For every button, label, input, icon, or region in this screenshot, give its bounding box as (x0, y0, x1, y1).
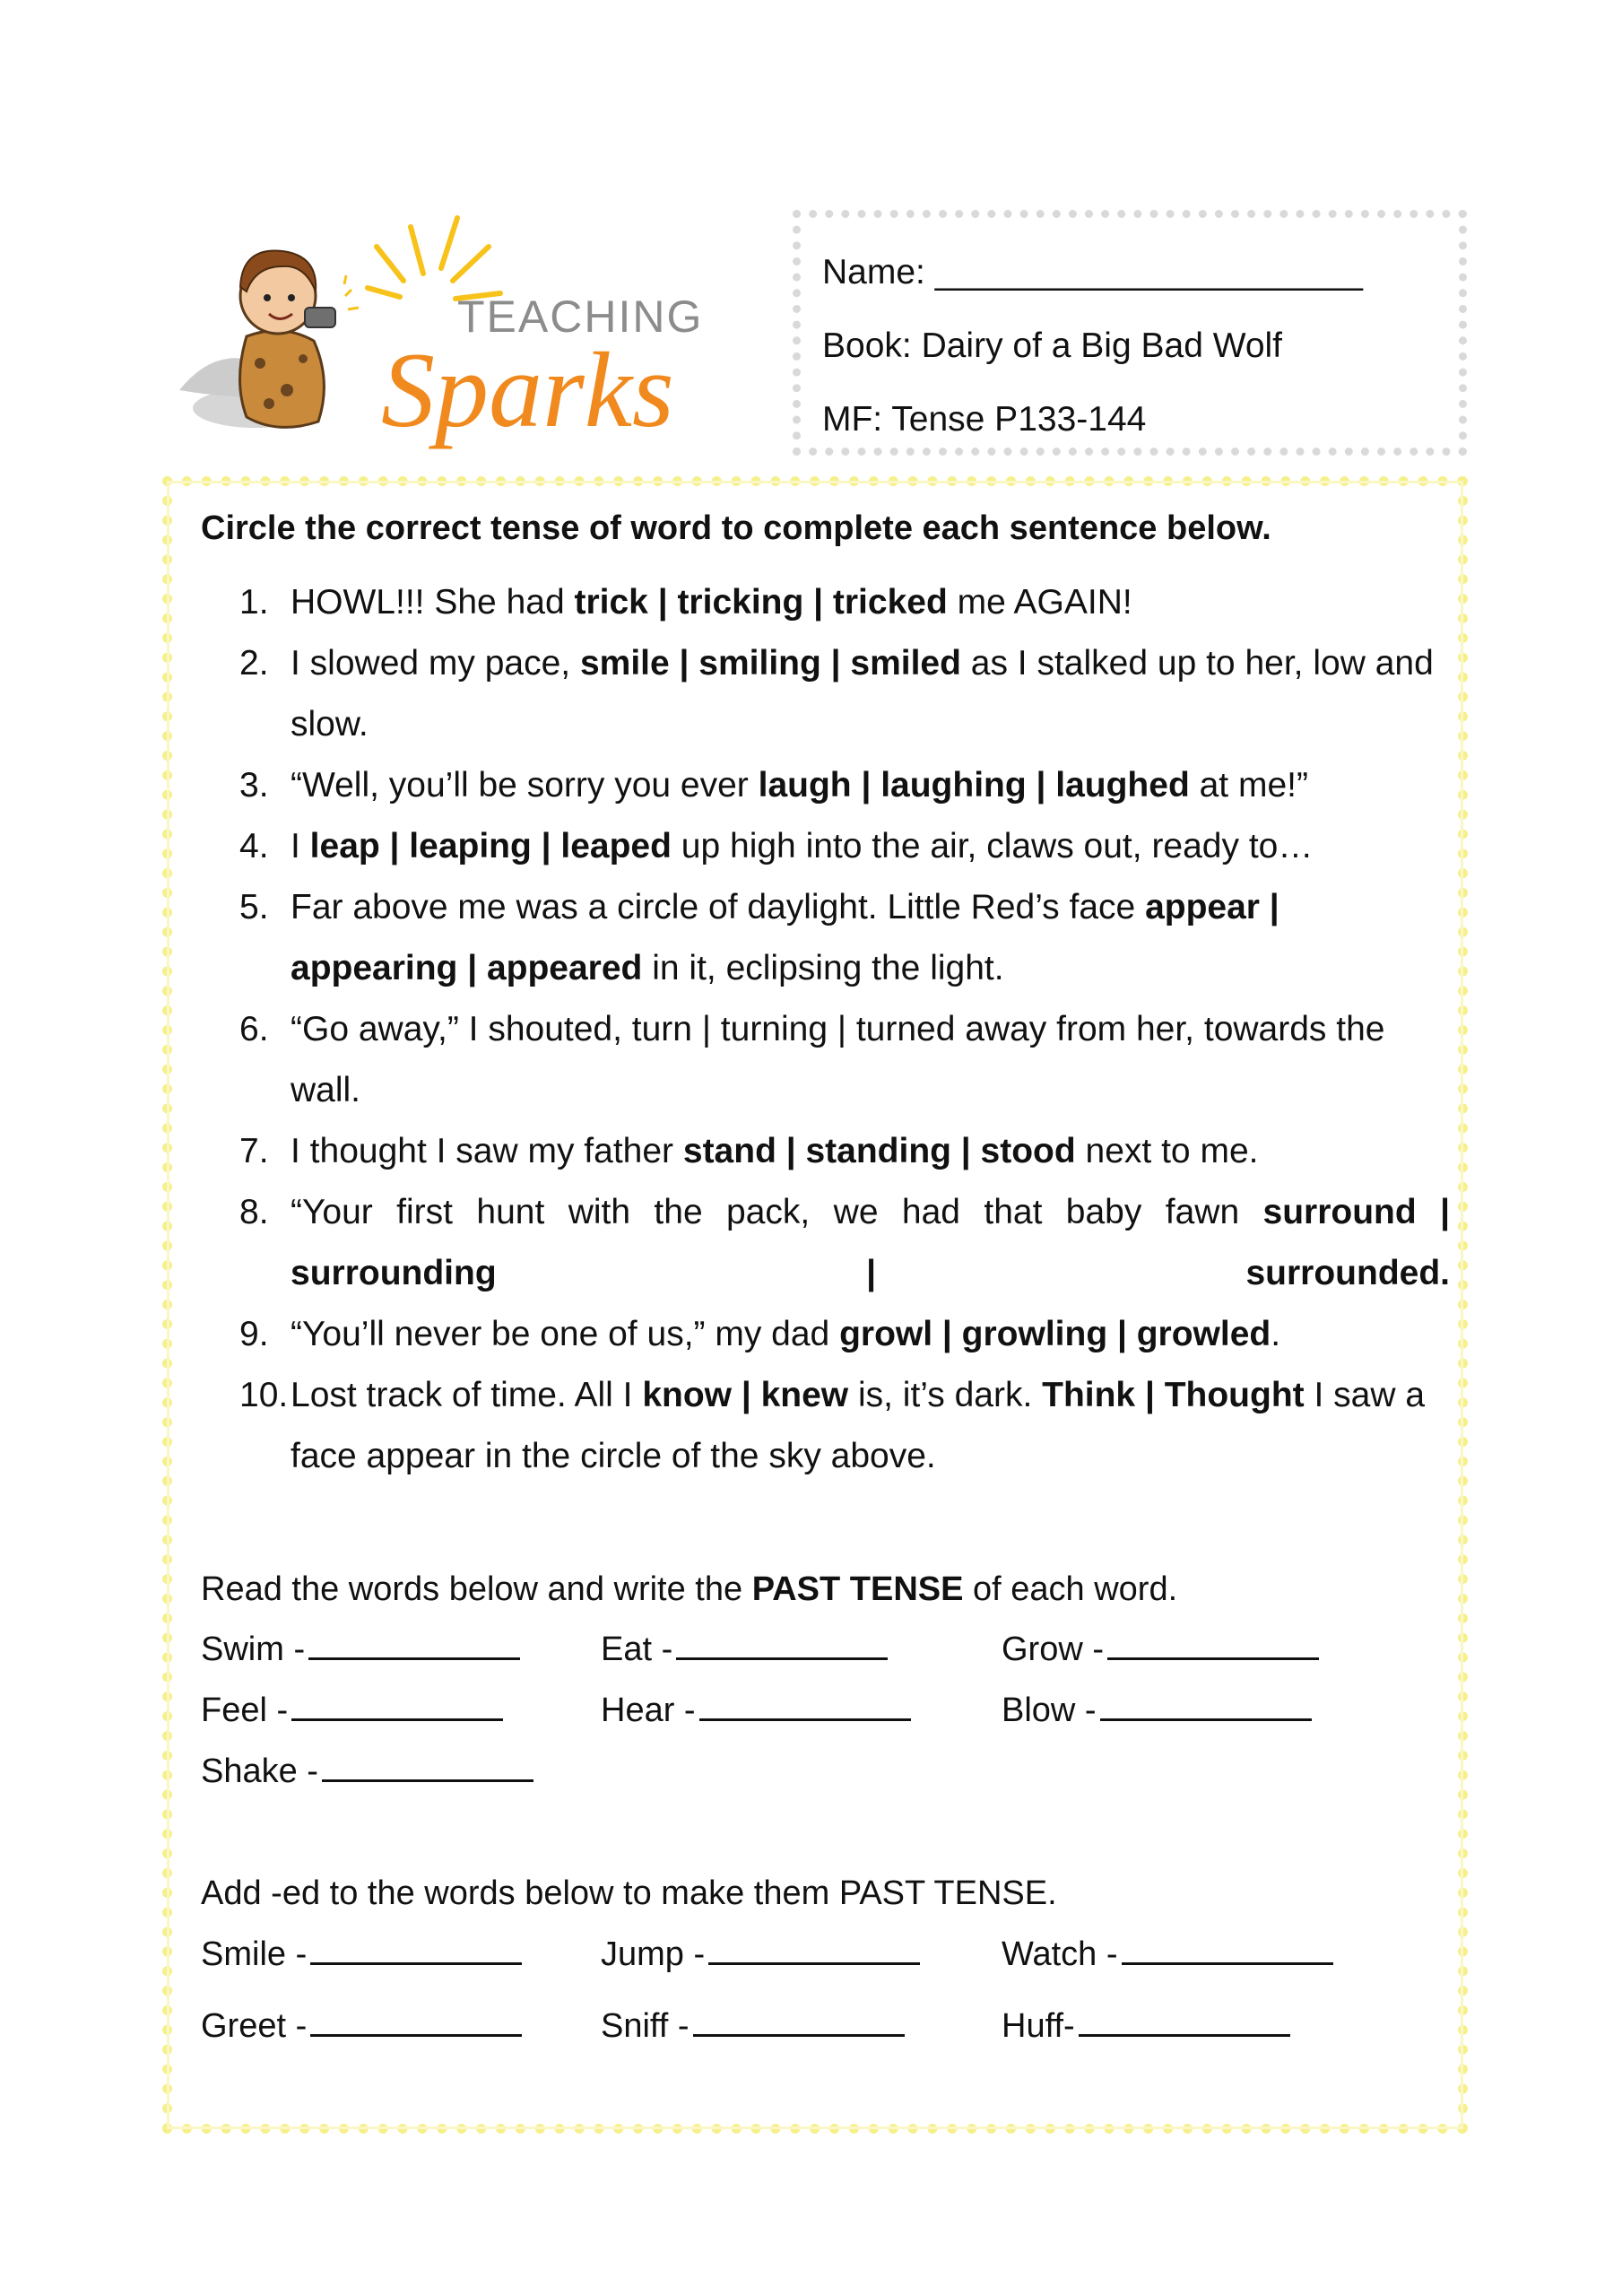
word-label: Feel - (201, 1692, 289, 1729)
sentence-fragment: at me!” (1189, 766, 1308, 804)
sentence-fragment: “Well, you’ll be sorry you ever (291, 766, 759, 804)
question-number: 3. (239, 766, 269, 804)
section2-instruction-post: of each word. (963, 1570, 1178, 1608)
teaching-sparks-logo (161, 211, 762, 457)
sentence-fragment: I saw a face appear in the circle of the sky above. (291, 1376, 1426, 1475)
question-item (239, 877, 1450, 999)
answer-blank[interactable] (708, 1935, 920, 1965)
word-label: Huff- (1002, 2007, 1075, 2045)
question-item (239, 755, 1450, 816)
sentence-fragment: up high into the air, claws out, ready to… (671, 827, 1314, 865)
word-label: Greet - (201, 2007, 308, 2045)
tense-options[interactable]: stand | standing | stood (682, 1132, 1076, 1170)
question-number: 8. (239, 1193, 269, 1231)
sentence-fragment: Far above me was a circle of daylight. Little Red’s face (291, 888, 1146, 926)
answer-blank[interactable] (322, 1752, 533, 1782)
answer-blank[interactable] (310, 2006, 522, 2037)
sentence-fragment: Lost track of time. All I (291, 1376, 643, 1414)
question-number: 7. (239, 1132, 269, 1170)
student-info-box (793, 210, 1467, 456)
word-label: Hear - (601, 1692, 696, 1729)
tense-options[interactable]: trick | tricking | tricked (574, 583, 948, 622)
question-item (239, 1121, 1450, 1182)
tense-options[interactable]: surround | surrounding | surrounded. (291, 1193, 1450, 1292)
word-answer-item (1002, 1627, 1319, 1672)
question-text (291, 755, 1450, 816)
answer-blank[interactable] (1079, 2006, 1290, 2037)
question-number: 1. (239, 583, 269, 622)
answer-blank[interactable] (1122, 1935, 1333, 1965)
question-text (291, 877, 1450, 999)
question-item (239, 1182, 1450, 1304)
logo-sparks-text: Sparks (381, 330, 674, 449)
section3-instruction: Add -ed to the words below to make them PAST TENSE. (201, 1874, 1057, 1912)
question-item (239, 999, 1450, 1121)
word-answer-item (601, 2004, 905, 2048)
question-item (239, 1365, 1450, 1487)
word-label: Blow - (1002, 1692, 1097, 1729)
answer-blank[interactable] (699, 1691, 911, 1721)
word-label: Shake - (201, 1752, 318, 1790)
word-answer-item (601, 1688, 911, 1733)
word-label: Eat - (601, 1631, 673, 1668)
question-number: 9. (239, 1315, 269, 1353)
mf-label: MF: Tense P133-144 (822, 400, 1147, 439)
question-number: 10. (239, 1376, 289, 1414)
question-number: 5. (239, 888, 269, 926)
question-text (291, 1182, 1450, 1304)
logo-graphic (161, 211, 762, 457)
tense-options[interactable]: know | knew (642, 1376, 849, 1414)
sentence-fragment: . (1271, 1315, 1281, 1353)
word-label: Watch - (1002, 1935, 1118, 1973)
word-answer-item (201, 2004, 522, 2048)
word-answer-item (601, 1627, 888, 1672)
question-number: 2. (239, 644, 269, 683)
answer-blank[interactable] (676, 1630, 888, 1660)
worksheet-box (162, 476, 1468, 2134)
logo-teaching-text: TEACHING (457, 291, 704, 342)
sentence-fragment: I (291, 827, 310, 865)
question-text (291, 1121, 1450, 1182)
sentence-fragment: HOWL!!! She had (291, 583, 575, 622)
tense-options[interactable]: laugh | laughing | laughed (758, 766, 1190, 804)
tense-options[interactable]: smile | smiling | smiled (579, 644, 961, 683)
name-field[interactable]: Name: ______________________ (822, 253, 1363, 291)
word-label: Swim - (201, 1631, 306, 1668)
question-text (291, 816, 1450, 877)
sentence-fragment: in it, eclipsing the light. (642, 949, 1004, 987)
section2-instruction-pre: Read the words below and write the (201, 1570, 752, 1608)
question-text (291, 1365, 1450, 1487)
section2-instruction (201, 1567, 1177, 1612)
section2-instruction-bold: PAST TENSE (751, 1570, 964, 1608)
question-item (239, 633, 1450, 755)
answer-blank[interactable] (1100, 1691, 1312, 1721)
question-text (291, 1304, 1450, 1365)
word-answer-item (201, 1688, 503, 1733)
sentence-fragment: as I stalked up to her, low and slow. (291, 644, 1434, 744)
question-text (291, 999, 1450, 1121)
sentence-fragment: “Your first hunt with the pack, we had that baby fawn (291, 1193, 1263, 1231)
question-number: 6. (239, 1010, 269, 1048)
question-text (291, 572, 1450, 633)
word-answer-item (1002, 1932, 1333, 1977)
sentence-fragment: next to me. (1075, 1132, 1259, 1170)
answer-blank[interactable] (693, 2006, 905, 2037)
word-answer-item (601, 1932, 920, 1977)
question-item (239, 1304, 1450, 1365)
word-label: Grow - (1002, 1631, 1104, 1668)
sentence-fragment: me AGAIN! (947, 583, 1132, 622)
word-label: Smile - (201, 1935, 308, 1973)
sentence-fragment: I slowed my pace, (291, 644, 580, 683)
word-answer-item (201, 1932, 522, 1977)
word-answer-item (201, 1627, 520, 1672)
book-title: Book: Dairy of a Big Bad Wolf (822, 326, 1283, 365)
word-answer-item (201, 1749, 533, 1794)
tense-options[interactable]: appear | appearing | appeared (291, 888, 1279, 987)
question-item (239, 816, 1450, 877)
answer-blank[interactable] (310, 1935, 522, 1965)
answer-blank[interactable] (308, 1630, 520, 1660)
question-number: 4. (239, 827, 269, 865)
tense-options[interactable]: Think | Thought (1042, 1376, 1305, 1414)
word-label: Sniff - (601, 2007, 690, 2045)
question-item (239, 572, 1450, 633)
sentence-fragment: I thought I saw my father (291, 1132, 683, 1170)
word-answer-item (1002, 2004, 1290, 2048)
question-list (239, 572, 1450, 1487)
tense-options[interactable]: leap | leaping | leaped (309, 827, 672, 865)
answer-blank[interactable] (291, 1691, 503, 1721)
section1-instruction: Circle the correct tense of word to complete each sentence below. (201, 509, 1271, 547)
answer-blank[interactable] (1107, 1630, 1319, 1660)
sentence-fragment: “Go away,” I shouted, turn | turning | turned away from her, towards the wall. (291, 1010, 1385, 1109)
sentence-fragment: “You’ll never be one of us,” my dad (291, 1315, 840, 1353)
word-label: Jump - (601, 1935, 706, 1973)
question-text (291, 633, 1450, 755)
sentence-fragment: is, it’s dark. (848, 1376, 1043, 1414)
word-answer-item (1002, 1688, 1312, 1733)
tense-options[interactable]: growl | growling | growled (839, 1315, 1271, 1353)
